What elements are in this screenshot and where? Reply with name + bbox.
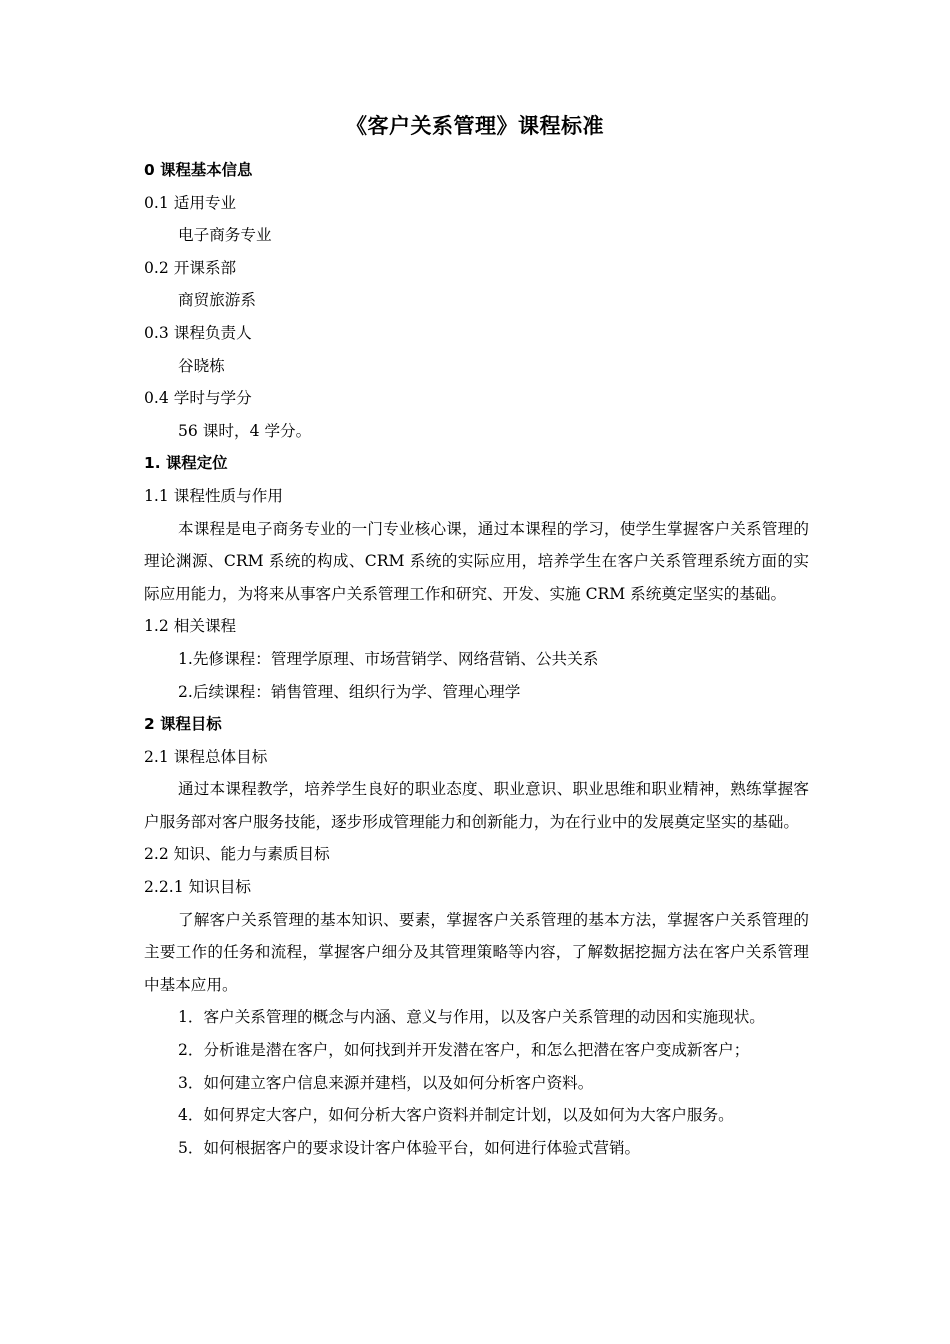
document-title: 《客户关系管理》课程标准 <box>346 114 604 138</box>
section-heading-0: 0 课程基本信息 <box>144 161 253 179</box>
hours-credits-value: 56 课时，4 学分。 <box>178 421 312 440</box>
list-item: 4．如何界定大客户，如何分析大客户资料并制定计划，以及如何为大客户服务。 <box>178 1106 734 1125</box>
list-item: 2．分析谁是潜在客户，如何找到并开发潜在客户，和怎么把潜在客户变成新客户； <box>178 1041 750 1060</box>
course-leader-value: 谷晓栋 <box>178 356 225 375</box>
list-item: 1．客户关系管理的概念与内涵、意义与作用，以及客户关系管理的动因和实施现状。 <box>178 1008 765 1027</box>
subsection-heading-2-1: 2.1 课程总体目标 <box>144 747 268 766</box>
subsection-heading-2-2-1: 2.2.1 知识目标 <box>144 878 252 897</box>
subsection-heading-2-2: 2.2 知识、能力与素质目标 <box>144 845 330 864</box>
list-item: 3．如何建立客户信息来源并建档，以及如何分析客户资料。 <box>178 1073 594 1092</box>
section-heading-2: 2 课程目标 <box>144 715 222 734</box>
subsection-heading-1-1: 1.1 课程性质与作用 <box>144 486 283 505</box>
follow-up-courses: 2.后续课程：销售管理、组织行为学、管理心理学 <box>178 682 521 701</box>
subsection-heading-1-2: 1.2 相关课程 <box>144 617 237 636</box>
prerequisite-courses: 1.先修课程：管理学原理、市场营销学、网络营销、公共关系 <box>178 649 599 668</box>
section-heading-1: 1. 课程定位 <box>144 454 228 473</box>
document-body <box>144 154 809 1164</box>
major-value: 电子商务专业 <box>178 226 272 245</box>
subsection-heading-0-4: 0.4 学时与学分 <box>144 389 252 408</box>
knowledge-objective-paragraph: 了解客户关系管理的基本知识、要素，掌握客户关系管理的基本方法，掌握客户关系管理的主要工作的任务和流程，掌握客户细分及其管理策略等内容，了解数据挖掘方法在客户关系管理中基本应用。 <box>144 910 809 994</box>
subsection-heading-0-3: 0.3 课程负责人 <box>144 323 252 342</box>
department-value: 商贸旅游系 <box>178 291 256 310</box>
subsection-heading-0-2: 0.2 开课系部 <box>144 258 237 277</box>
course-nature-paragraph: 本课程是电子商务专业的一门专业核心课，通过本课程的学习，使学生掌握客户关系管理的理论渊源、CRM 系统的构成、CRM 系统的实际应用，培养学生在客户关系管理系统方面的实际应用能力，为将来从事客户关系管理工作和研究、开发、实施 CRM 系统奠定坚实的基础。 <box>144 519 809 603</box>
overall-objective-paragraph: 通过本课程教学，培养学生良好的职业态度、职业意识、职业思维和职业精神，熟练掌握客户服务部对客户服务技能，逐步形成管理能力和创新能力，为在行业中的发展奠定坚实的基础。 <box>144 780 809 831</box>
list-item: 5．如何根据客户的要求设计客户体验平台，如何进行体验式营销。 <box>178 1138 641 1157</box>
subsection-heading-0-1: 0.1 适用专业 <box>144 193 237 212</box>
